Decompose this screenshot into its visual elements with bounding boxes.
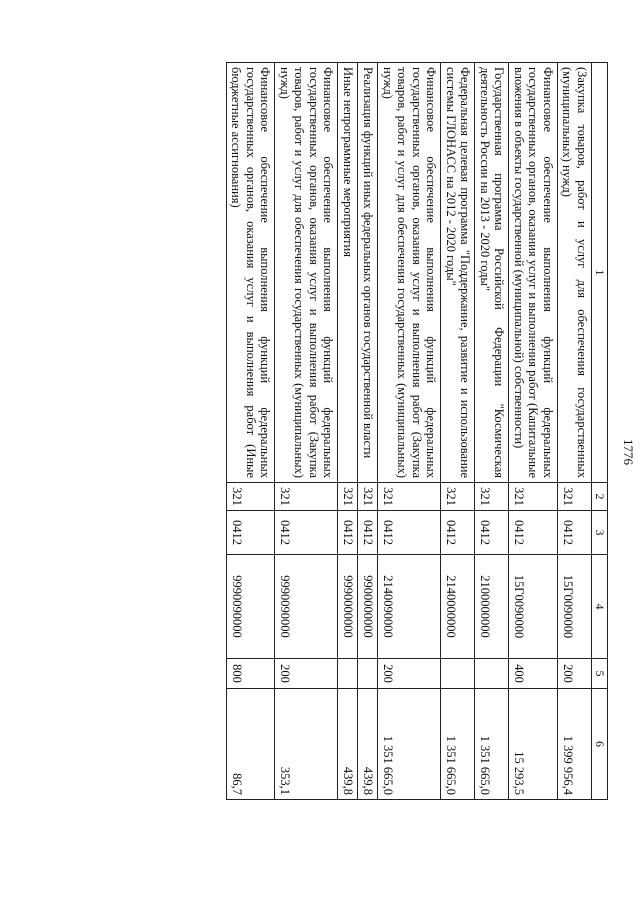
expense-type [358, 659, 378, 689]
amount: 439,8 [338, 689, 358, 800]
ministry-code: 321 [227, 483, 276, 511]
amount: 1 399 956,4 [558, 689, 592, 800]
expense-type [441, 659, 475, 689]
row-name: Федеральная целевая программа "Поддержание, развитие и использование системы ГЛОНАСС на 2012 - 2020 годы" [441, 63, 475, 483]
table-row [475, 63, 509, 800]
page-number: 1776 [621, 439, 636, 465]
section-code: 0412 [509, 511, 558, 555]
budget-table [226, 62, 608, 800]
expense-type: 800 [227, 659, 276, 689]
target-article: 9990090000 [227, 555, 276, 659]
row-name: Финансовое обеспечение выполнения функций федеральных государственных органов, оказания услуг и выполнения работ (Иные бюджетные ассигнования) [227, 63, 276, 483]
col-header-2: 2 [592, 483, 608, 511]
ministry-code: 321 [475, 483, 509, 511]
ministry-code: 321 [358, 483, 378, 511]
col-header-1: 1 [592, 63, 608, 483]
table-row [509, 63, 558, 800]
row-name: Реализация функций иных федеральных органов государственной власти [358, 63, 378, 483]
table-row [275, 63, 338, 800]
col-header-6: 6 [592, 689, 608, 800]
col-header-5: 5 [592, 659, 608, 689]
table-body [227, 63, 592, 800]
target-article: 9990000000 [338, 555, 358, 659]
expense-type: 400 [509, 659, 558, 689]
section-code: 0412 [475, 511, 509, 555]
ministry-code: 321 [378, 483, 441, 511]
expense-type: 200 [275, 659, 338, 689]
target-article: 2140000000 [441, 555, 475, 659]
table-row [441, 63, 475, 800]
row-name: Иные непрограммные мероприятия [338, 63, 358, 483]
amount: 1 351 665,0 [475, 689, 509, 800]
amount: 353,1 [275, 689, 338, 800]
target-article: 2140090000 [378, 555, 441, 659]
row-name: Финансовое обеспечение выполнения функций федеральных государственных органов, оказания услуг и выполнения работ (Закупка товаров, работ и услуг для обеспечения государственных (муниципальных) нужд) [378, 63, 441, 483]
row-name: (Закупка товаров, работ и услуг для обеспечения государственных (муниципальных) нужд) [558, 63, 592, 483]
amount: 439,8 [358, 689, 378, 800]
amount: 1 351 665,0 [441, 689, 475, 800]
row-name: Государственная программа Российской Федерации "Космическая деятельность России на 2013 - 2020 годы" [475, 63, 509, 483]
expense-type: 200 [558, 659, 592, 689]
header-row [592, 63, 608, 800]
ministry-code: 321 [275, 483, 338, 511]
table-row [358, 63, 378, 800]
expense-type [338, 659, 358, 689]
section-code: 0412 [558, 511, 592, 555]
table-row [227, 63, 276, 800]
ministry-code: 321 [441, 483, 475, 511]
target-article: 2100000000 [475, 555, 509, 659]
amount: 15 293,5 [509, 689, 558, 800]
ministry-code: 321 [338, 483, 358, 511]
table-row [378, 63, 441, 800]
ministry-code: 321 [558, 483, 592, 511]
row-name: Финансовое обеспечение выполнения функций федеральных государственных органов, оказания услуг и выполнения работ (Закупка товаров, работ и услуг для обеспечения государственных (муниципальных) нужд) [275, 63, 338, 483]
amount: 86,7 [227, 689, 276, 800]
section-code: 0412 [441, 511, 475, 555]
section-code: 0412 [338, 511, 358, 555]
expense-type: 200 [378, 659, 441, 689]
section-code: 0412 [275, 511, 338, 555]
ministry-code: 321 [509, 483, 558, 511]
amount: 1 351 665,0 [378, 689, 441, 800]
table-row [558, 63, 592, 800]
target-article: 9900000000 [358, 555, 378, 659]
col-header-3: 3 [592, 511, 608, 555]
row-name: Финансовое обеспечение выполнения функций федеральных государственных органов, оказания услуг и выполнения работ (Капитальные вложения в объекты государственной (муниципальной) собственности) [509, 63, 558, 483]
table-row [338, 63, 358, 800]
section-code: 0412 [227, 511, 276, 555]
target-article: 9990090000 [275, 555, 338, 659]
section-code: 0412 [378, 511, 441, 555]
section-code: 0412 [358, 511, 378, 555]
target-article: 15Г0090000 [558, 555, 592, 659]
target-article: 15Г0090000 [509, 555, 558, 659]
expense-type [475, 659, 509, 689]
col-header-4: 4 [592, 555, 608, 659]
